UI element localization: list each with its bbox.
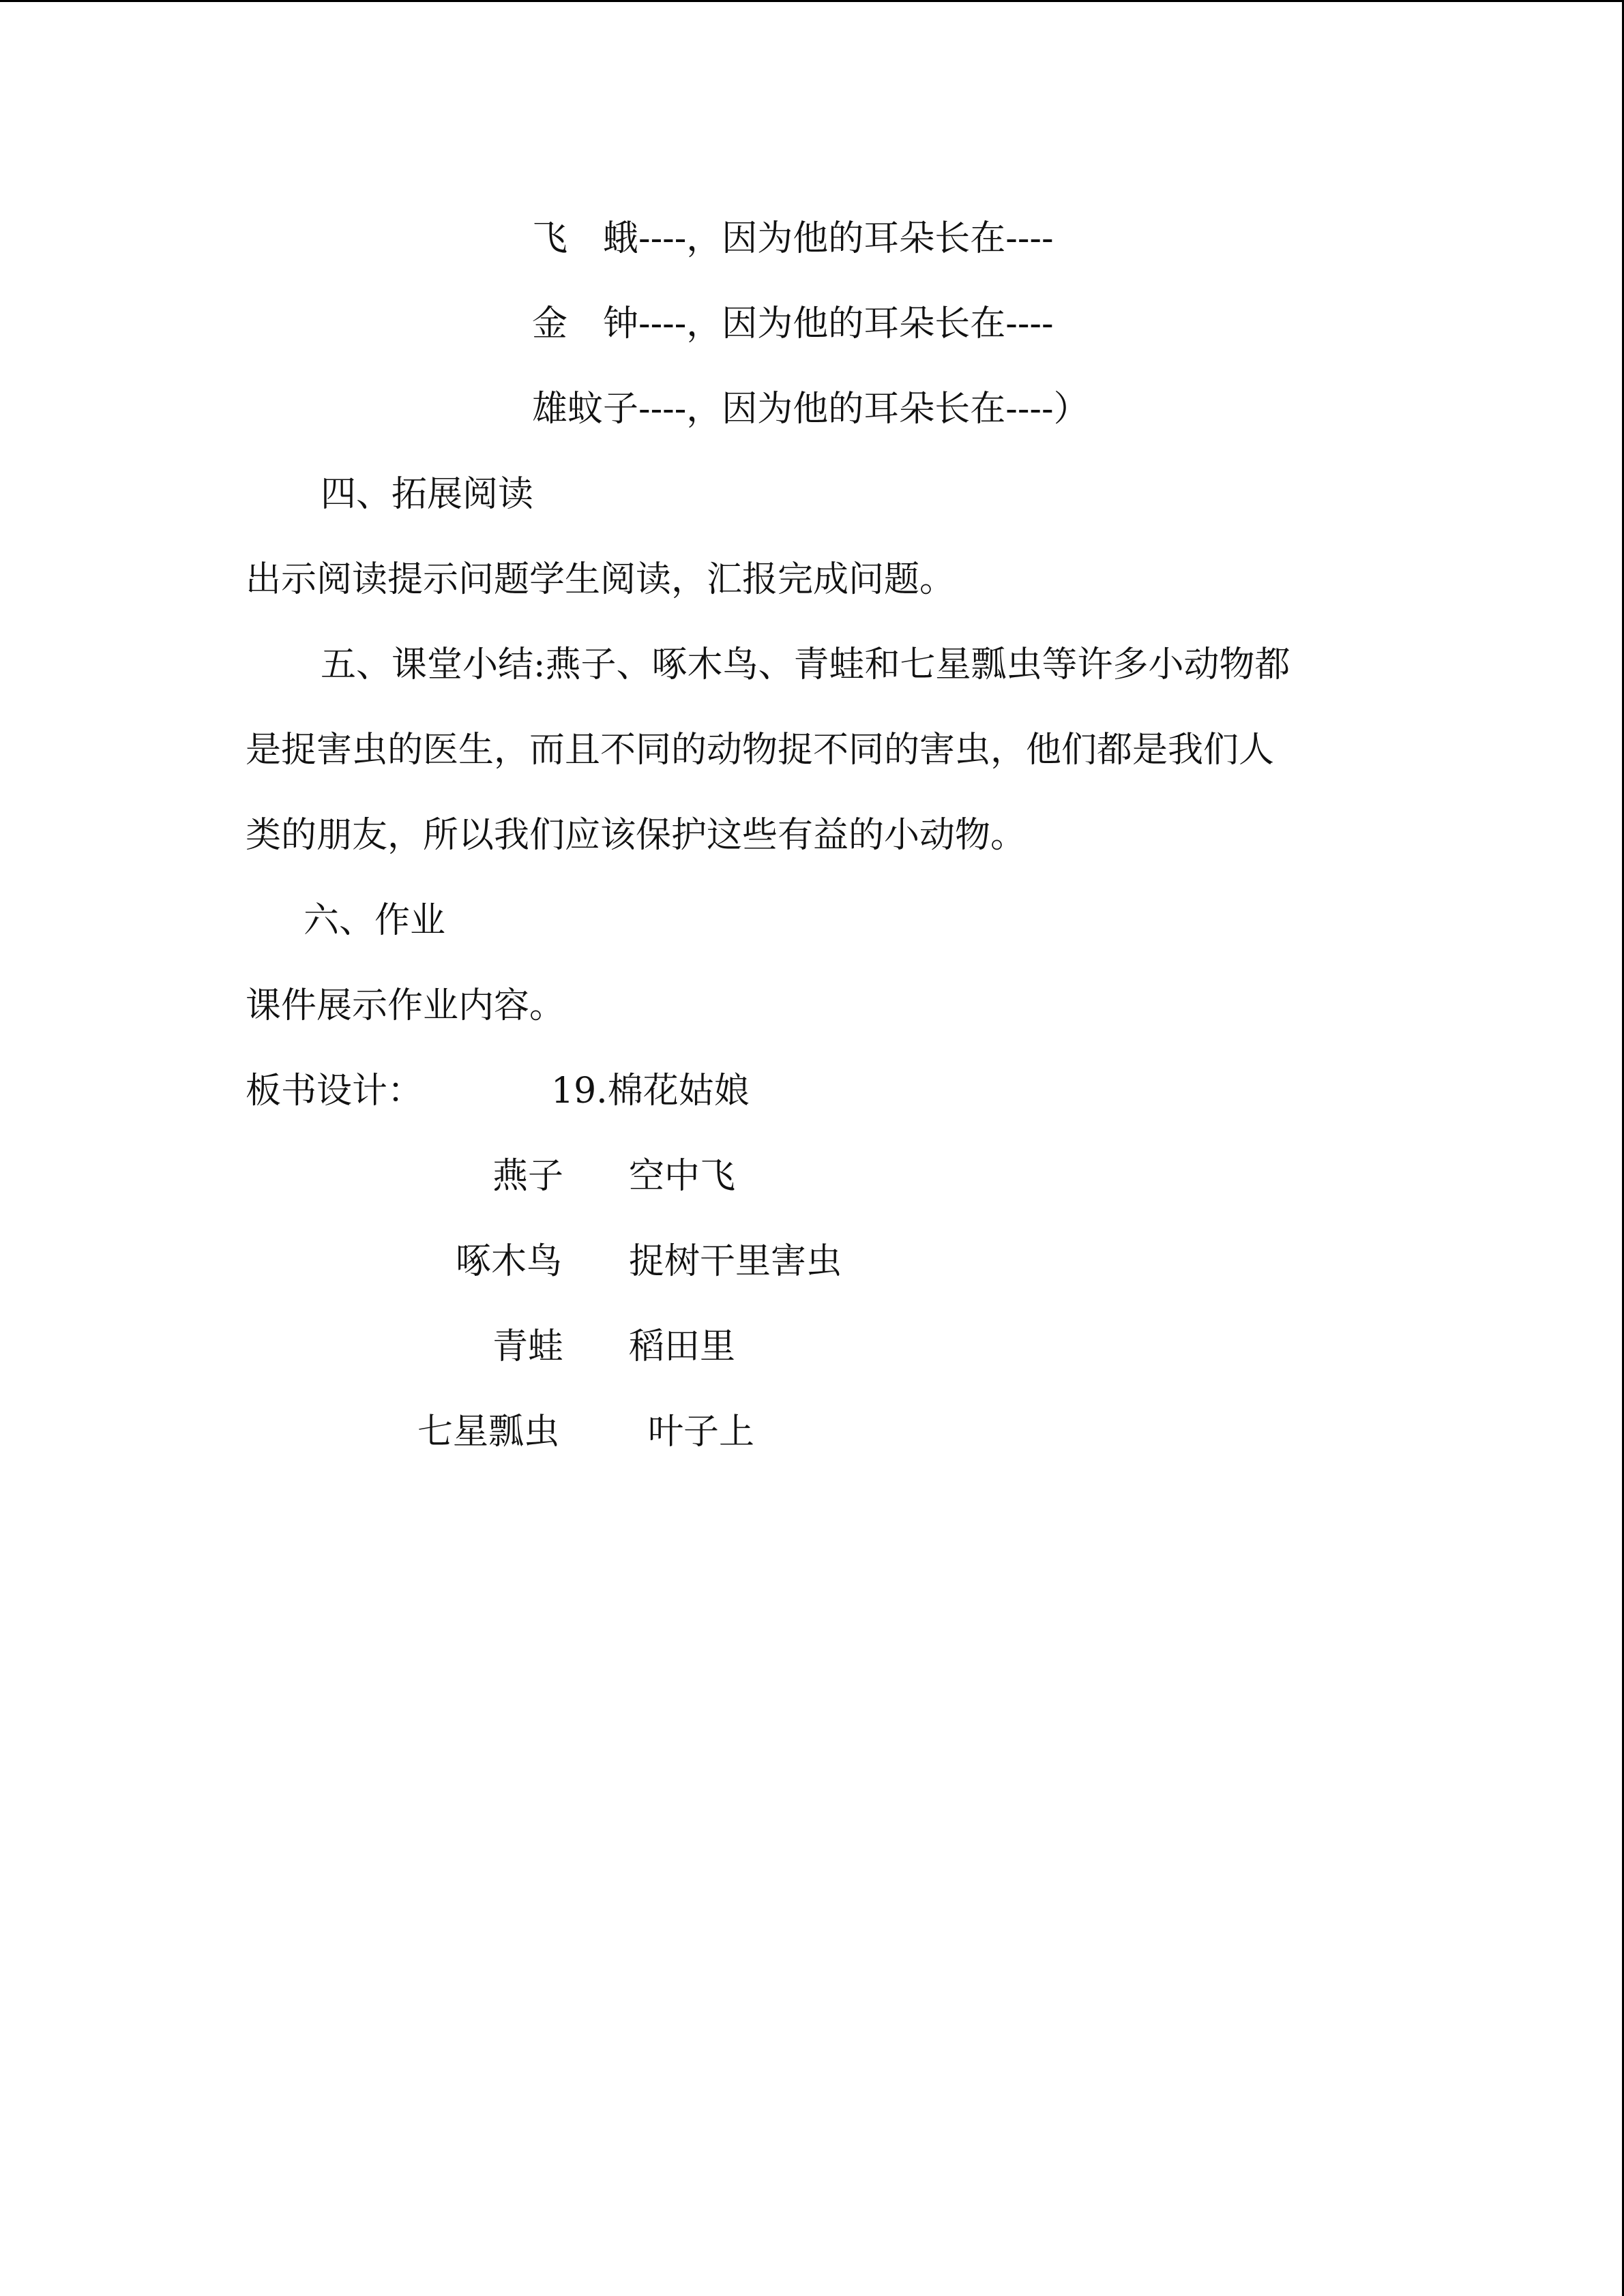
ear-line-cricket: 金 钟----，因为他的耳朵长在---- xyxy=(532,303,1054,344)
section-5-line-1: 五、课堂小结:燕子、啄木鸟、青蛙和七星瓢虫等许多小动物都 xyxy=(321,644,1290,685)
board-row-animal: 啄木鸟 xyxy=(456,1241,563,1282)
board-design-title: 19.棉花姑娘 xyxy=(551,1071,750,1112)
section-6-text: 课件展示作业内容。 xyxy=(246,985,565,1026)
board-row-place: 稻田里 xyxy=(629,1326,736,1367)
board-row-animal: 七星瓢虫 xyxy=(417,1412,560,1452)
board-design-label: 板书设计： xyxy=(246,1071,424,1112)
board-row-place: 叶子上 xyxy=(648,1412,755,1452)
ear-line-moth: 飞 蛾----，因为他的耳朵长在---- xyxy=(532,218,1054,259)
board-row-place: 捉树干里害虫 xyxy=(629,1241,842,1282)
board-row-place: 空中飞 xyxy=(629,1156,736,1197)
section-5-line-3: 类的朋友，所以我们应该保护这些有益的小动物。 xyxy=(246,815,1027,856)
ear-line-mosquito: 雄蚊子----，因为他的耳朵长在----） xyxy=(532,389,1089,430)
board-row-animal: 燕子 xyxy=(492,1156,564,1197)
section-6-heading: 六、作业 xyxy=(304,900,446,941)
section-4-heading: 四、拓展阅读 xyxy=(321,474,534,515)
board-row-animal: 青蛙 xyxy=(492,1326,564,1367)
top-border-line xyxy=(0,0,1624,2)
section-5-line-2: 是捉害虫的医生，而且不同的动物捉不同的害虫，他们都是我们人 xyxy=(246,730,1275,771)
section-4-text: 出示阅读提示问题学生阅读，汇报完成问题。 xyxy=(246,559,956,600)
